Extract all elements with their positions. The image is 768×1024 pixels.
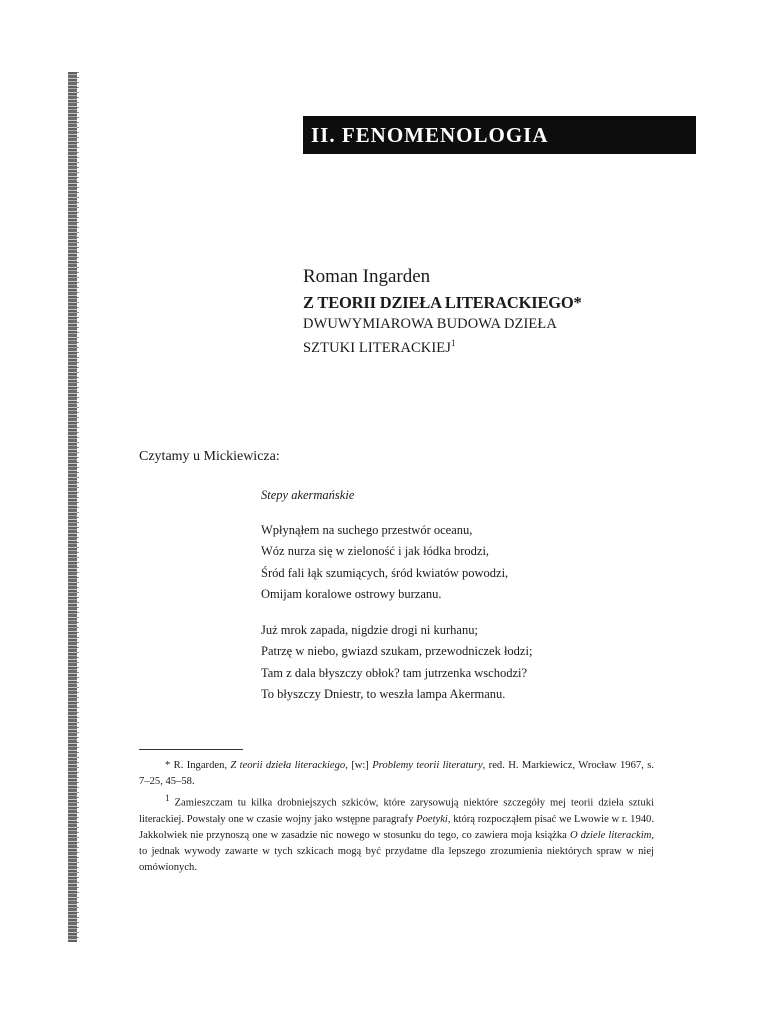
footnote-text: , którą rozpocząłem pisać we Lwowie w r. 1940. Jakkolwiek nie przynoszą one w zasadzie nic nowego w stosunku do tego, co zawiera moja książka	[139, 813, 654, 841]
work-title: Z TEORII DZIEŁA LITERACKIEGO*	[303, 293, 582, 312]
chapter-banner	[303, 116, 696, 154]
poem-stanza-1	[261, 520, 532, 606]
footnote-star	[139, 758, 654, 790]
poem-line: Tam z dala błyszczy obłok? tam jutrzenka wschodzi?	[261, 665, 528, 680]
footnote-text: R. Ingarden,	[170, 760, 231, 771]
footnote-italic: Problemy teorii literatury	[372, 760, 483, 771]
footnote-ref-1: 1	[451, 338, 456, 348]
footnote-text: , red. H. Markiewicz, Wrocław 1967, s. 7–25, 45–58.	[139, 760, 654, 787]
footnote-text: Zamieszczam tu kilka drobniejszych szkiców, które zarysowują niektóre szczegóły mej teorii dzieła sztuki literackiej. Powstały one w czasie wojny jako wstępne paragrafy	[139, 797, 654, 825]
poem-stanza-2	[261, 620, 532, 706]
poem-line: To błyszczy Dniestr, to weszła lampa Akermanu.	[261, 687, 506, 701]
poem	[261, 485, 532, 720]
chapter-title: II. FENOMENOLOGIA	[311, 122, 549, 147]
subtitle-line-2	[303, 334, 703, 358]
intro-line: Czytamy u Mickiewicza:	[139, 449, 280, 464]
footnotes	[139, 758, 654, 876]
poem-line: Wóz nurza się w zieloność i jak łódka brodzi,	[261, 544, 490, 558]
poem-line: Śród fali łąk szumiących, śród kwiatów powodzi,	[261, 565, 509, 580]
footnote-marker: *	[165, 760, 171, 771]
poem-line: Wpłynąłem na suchego przestwór oceanu,	[261, 522, 473, 537]
poem-title: Stepy akermańskie	[261, 488, 355, 502]
footnote-text: , to jednak wywody zawarte w tych szkicach mogą być przydatne dla lepszego zrozumienia niektórych spraw w niej omówionych.	[139, 829, 655, 873]
footnote-separator	[139, 749, 243, 750]
footnote-marker: 1	[165, 793, 170, 803]
subtitle-line-2-text: SZTUKI LITERACKIEJ	[303, 339, 451, 356]
footnote-1	[139, 790, 654, 876]
poem-line: Patrzę w niebo, gwiazd szukam, przewodniczek łodzi;	[261, 644, 533, 658]
scan-binding-edge	[68, 72, 77, 942]
work-subtitle	[303, 315, 703, 358]
poem-line: Już mrok zapada, nigdzie drogi ni kurhanu;	[261, 622, 478, 637]
article-heading	[303, 266, 703, 358]
poem-line: Omijam koralowe ostrowy burzanu.	[261, 587, 442, 601]
subtitle-line-1: DWUWYMIAROWA BUDOWA DZIEŁA	[303, 316, 557, 332]
author-name: Roman Ingarden	[303, 266, 431, 287]
footnote-text: , [w:]	[345, 760, 373, 771]
footnote-italic: O dziele literackim	[569, 829, 652, 841]
footnote-italic: Z teorii dzieła literackiego	[230, 760, 346, 771]
footnote-italic: Poetyki	[416, 813, 448, 825]
